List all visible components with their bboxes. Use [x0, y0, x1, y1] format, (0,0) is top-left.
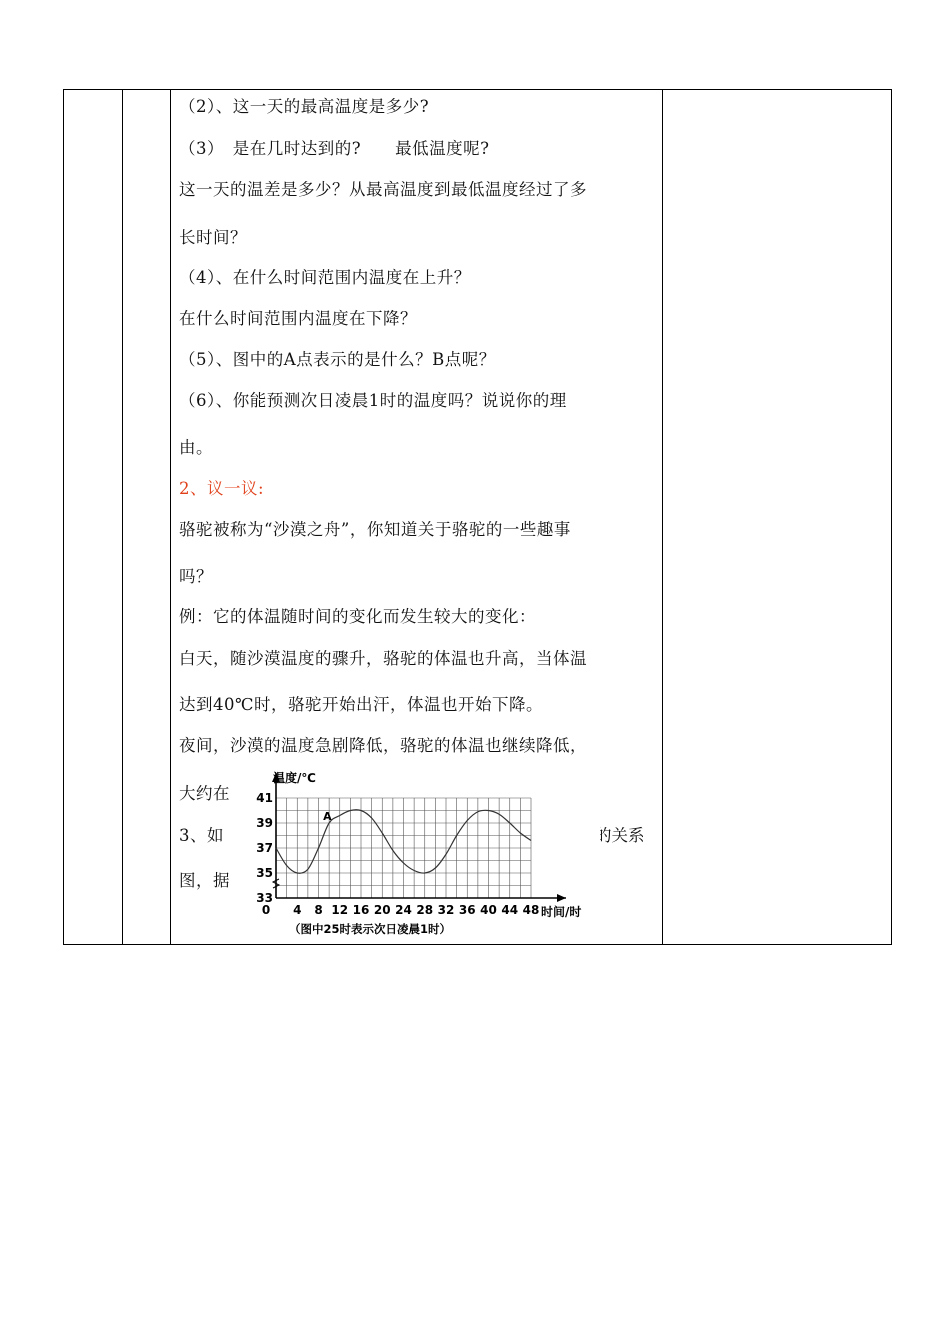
- column-divider: [170, 90, 171, 944]
- y-tick-label: 35: [256, 866, 273, 880]
- paragraph-night-continued: 大约在: [179, 784, 230, 803]
- paragraph-camel-continued: 吗？: [179, 567, 213, 586]
- question-4: （4）、在什么时间范围内温度在上升？: [179, 268, 471, 287]
- y-axis-label: 温度/℃: [273, 771, 316, 785]
- paragraph-camel: 骆驼被称为“沙漠之舟”，你知道关于骆驼的一些趣事: [179, 520, 571, 539]
- paragraph-3-end: 的关系: [595, 826, 645, 845]
- x-tick-label: 36: [458, 903, 476, 917]
- temperature-chart: [255, 768, 600, 940]
- chart-caption: （图中25时表示次日凌晨1时）: [289, 922, 452, 936]
- y-tick-label: 41: [256, 791, 273, 805]
- x-tick-label: 8: [314, 903, 323, 917]
- x-tick-label: 48: [522, 903, 540, 917]
- paragraph-day: 白天，随沙漠温度的骤升，骆驼的体温也升高，当体温: [179, 649, 587, 668]
- x-axis-label: 时间/时: [541, 905, 582, 919]
- column-divider: [122, 90, 123, 944]
- chart-axes: [272, 773, 566, 902]
- question-3-continued-2: 长时间？: [179, 228, 247, 247]
- y-tick-label: 33: [256, 891, 273, 905]
- question-6-continued: 由。: [179, 438, 213, 457]
- x-tick-label: 28: [416, 903, 434, 917]
- x-tick-label: 32: [437, 903, 455, 917]
- paragraph-example: 例：它的体温随时间的变化而发生较大的变化：: [179, 607, 536, 626]
- question-3-continued: 这一天的温差是多少？从最高温度到最低温度经过了多: [179, 180, 587, 199]
- y-tick-label: 39: [256, 816, 273, 830]
- y-tick-label: 37: [256, 841, 273, 855]
- x-tick-label: 40: [480, 903, 497, 917]
- question-6: （6）、你能预测次日凌晨1时的温度吗？说说你的理: [179, 391, 567, 410]
- x-tick-label: 44: [501, 903, 519, 917]
- paragraph-day-continued: 达到40℃时，骆驼开始出汗，体温也开始下降。: [179, 695, 543, 714]
- question-5: （5）、图中的A点表示的是什么？B点呢？: [179, 350, 496, 369]
- paragraph-3-line2-start: 图，据: [179, 871, 230, 890]
- paragraph-3-start: 3、如: [179, 826, 224, 845]
- axis-break-mark: [273, 879, 279, 888]
- point-a-label: A: [323, 810, 332, 823]
- x-tick-label: 4: [293, 903, 302, 917]
- x-tick-label: 20: [373, 903, 391, 917]
- question-4-continued: 在什么时间范围内温度在下降？: [179, 309, 417, 328]
- x-axis-arrow: [557, 894, 566, 902]
- x-tick-label: 0: [261, 903, 271, 917]
- paragraph-night: 夜间，沙漠的温度急剧降低，骆驼的体温也继续降低，: [179, 736, 587, 755]
- x-tick-label: 12: [331, 903, 349, 917]
- x-tick-label: 16: [352, 903, 370, 917]
- question-3: （3） 是在几时达到的? 最低温度呢?: [179, 139, 490, 158]
- section-2-heading: 2、议一议:: [179, 479, 265, 498]
- question-2: （2）、这一天的最高温度是多少?: [179, 97, 430, 116]
- x-tick-label: 24: [395, 903, 412, 917]
- chart-grid: [276, 798, 531, 898]
- column-divider: [662, 90, 663, 944]
